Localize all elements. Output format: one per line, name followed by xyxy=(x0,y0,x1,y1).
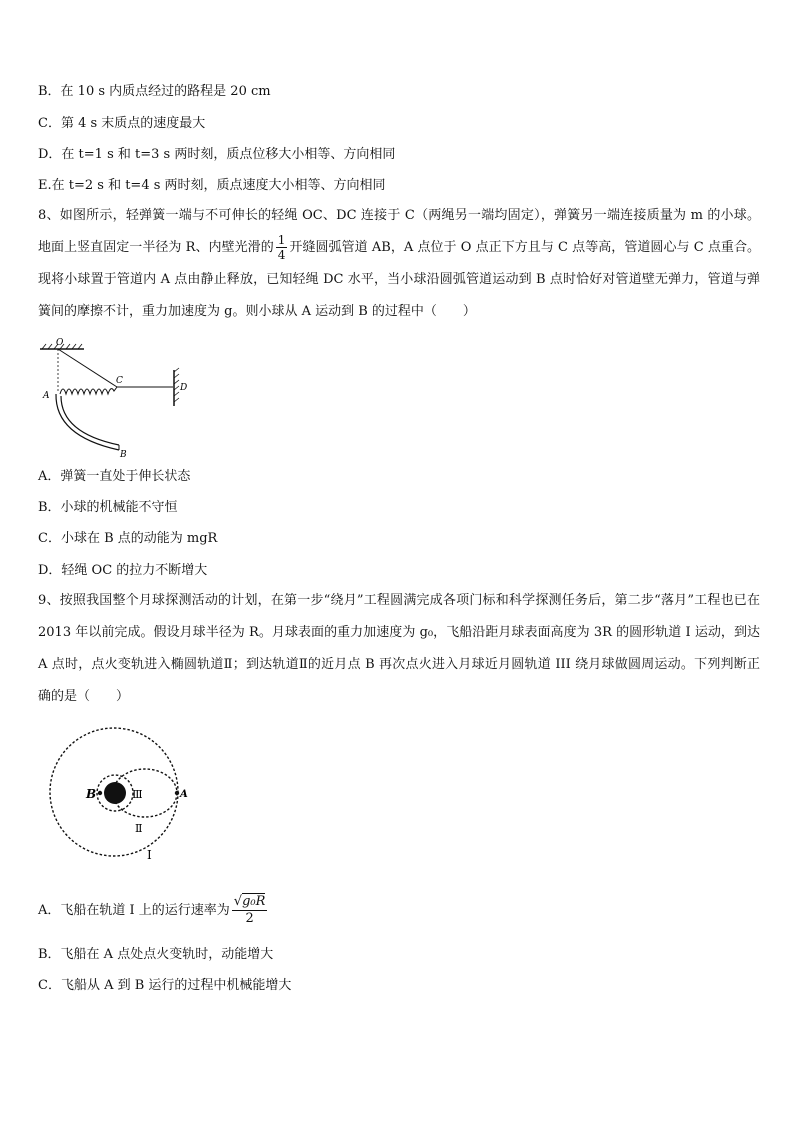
q9-option-c: C．飞船从 A 到 B 运行的过程中机械能增大 xyxy=(38,978,292,993)
q9-option-a-text: A．飞船在轨道 I 上的运行速率为 xyxy=(38,903,230,918)
q7-option-d: D．在 t=1 s 和 t=3 s 两时刻，质点位移大小相等、方向相同 xyxy=(38,147,396,162)
q8-stem-part1: 8、如图所示，轻弹簧一端与不可伸长的轻绳 OC、DC 连接于 C（两绳另一端均固定），弹簧另一端连接质量为 m 的小球。地面上竖直固定一半径为 R、内壁光滑的 xyxy=(38,208,760,255)
q8-stem xyxy=(38,200,760,328)
label-c: C xyxy=(116,376,123,386)
pipe-outer xyxy=(56,394,119,450)
label-a: A xyxy=(43,391,50,401)
quarter-fraction xyxy=(276,233,288,262)
label-o: O xyxy=(56,338,64,348)
q9-option-a xyxy=(38,894,269,927)
label-b: B xyxy=(120,450,127,460)
speed-denominator: 2 xyxy=(245,911,254,926)
q7-option-b: B．在 10 s 内质点经过的路程是 20 cm xyxy=(38,84,271,99)
fraction-numerator: 1 xyxy=(277,233,286,247)
label-i: I xyxy=(147,848,152,862)
label-ii: Ⅱ xyxy=(135,822,143,835)
q8-option-a: A．弹簧一直处于伸长状态 xyxy=(38,469,191,484)
fraction-denominator: 4 xyxy=(277,248,286,262)
q7-option-c: C．第 4 s 末质点的速度最大 xyxy=(38,116,206,131)
q9-orbit-figure xyxy=(40,718,200,866)
q7-option-e: E.在 t=2 s 和 t=4 s 两时刻，质点速度大小相等、方向相同 xyxy=(38,178,386,193)
moon xyxy=(104,782,126,804)
q9-option-b: B．飞船在 A 点处点火变轨时，动能增大 xyxy=(38,947,274,962)
speed-fraction xyxy=(232,894,268,927)
q8-spring-pipe-figure xyxy=(34,336,204,460)
sqrt-numerator: √g₀R xyxy=(233,894,266,909)
q9-stem: 9、按照我国整个月球探测活动的计划，在第一步“绕月”工程圆满完成各项门标和科学探测任务后，第二步“落月”工程也已在 2013 年以前完成。假设月球半径为 R。月球表面的重力加速度为 g₀，飞船沿距月球表面高度为 3R 的圆形轨道 I 运动，到达 A 点时，点火变轨进入椭圆轨道Ⅱ；到达轨道Ⅱ的近月点 B 再次点火进入月球近月圆轨道 III 绕月球做圆周运动。下列判断正确的是（ ） xyxy=(38,593,760,704)
label-b: B xyxy=(86,787,97,801)
label-d: D xyxy=(180,383,188,393)
point-a-dot xyxy=(175,791,179,795)
label-iii: Ⅲ xyxy=(132,788,143,801)
q8-option-d: D．轻绳 OC 的拉力不断增大 xyxy=(38,563,208,578)
rope-oc xyxy=(58,349,117,387)
q8-stem-part2: 开缝圆弧管道 AB，A 点位于 O 点正下方且与 C 点等高，管道圆心与 C 点重合。现将小球置于管道内 A 点由静止释放，已知轻绳 DC 水平，当小球沿圆弧管道运动到 B 点时恰好对管道壁无弹力，管道与弹簧间的摩擦不计，重力加速度为 g。则小球从 A 运动到 B 的过程中（ ） xyxy=(38,240,760,319)
label-a: A xyxy=(180,789,188,800)
sqrt-radicand: g₀R xyxy=(242,894,266,909)
point-b-dot xyxy=(98,791,102,795)
q8-option-c: C．小球在 B 点的动能为 mgR xyxy=(38,531,218,546)
spring-coil xyxy=(60,387,117,394)
pipe-inner xyxy=(61,396,119,445)
q8-option-b: B．小球的机械能不守恒 xyxy=(38,500,178,515)
